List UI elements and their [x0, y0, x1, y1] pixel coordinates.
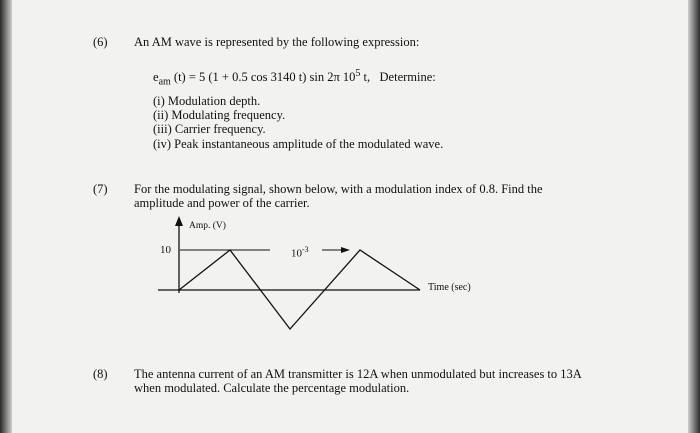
x-axis-label: Time (sec)	[428, 282, 471, 293]
q8-line1: The antenna current of an AM transmitter is 12A when unmodulated but increases to 13A	[134, 367, 582, 381]
eq-determine: Determine:	[379, 70, 436, 85]
eq-body-end: t,	[363, 70, 371, 85]
amplitude-label: 10	[160, 244, 171, 256]
period-label-exp: -3	[302, 245, 309, 254]
eq-symbol-e: e	[153, 70, 159, 85]
q8-number: (8)	[93, 367, 108, 381]
period-arrow	[341, 247, 350, 253]
eq-body: (t) = 5 (1 + 0.5 cos 3140 t) sin 2π 10	[173, 70, 356, 85]
q7-number: (7)	[93, 182, 108, 196]
q6-number: (6)	[93, 35, 108, 49]
q7-line1: For the modulating signal, shown below, with a modulation index of 0.8. Find the	[134, 182, 543, 196]
period-label	[291, 243, 309, 261]
q6-item-3: (iii) Carrier frequency.	[153, 122, 266, 136]
q6-item-4: (iv) Peak instantaneous amplitude of the modulated wave.	[153, 137, 444, 151]
y-axis-label: Amp. (V)	[189, 221, 226, 231]
eq-subscript: am	[158, 76, 171, 88]
y-axis-arrow	[175, 216, 183, 226]
q8-line2: when modulated. Calculate the percentage modulation.	[134, 381, 410, 395]
q6-item-2: (ii) Modulating frequency.	[153, 108, 286, 122]
q6-intro: An AM wave is represented by the following expression:	[134, 35, 420, 49]
period-label-base: 10	[291, 247, 302, 260]
q6-item-1: (i) Modulation depth.	[153, 94, 261, 108]
q7-line2: amplitude and power of the carrier.	[134, 196, 310, 210]
eq-exponent: 5	[355, 68, 361, 79]
